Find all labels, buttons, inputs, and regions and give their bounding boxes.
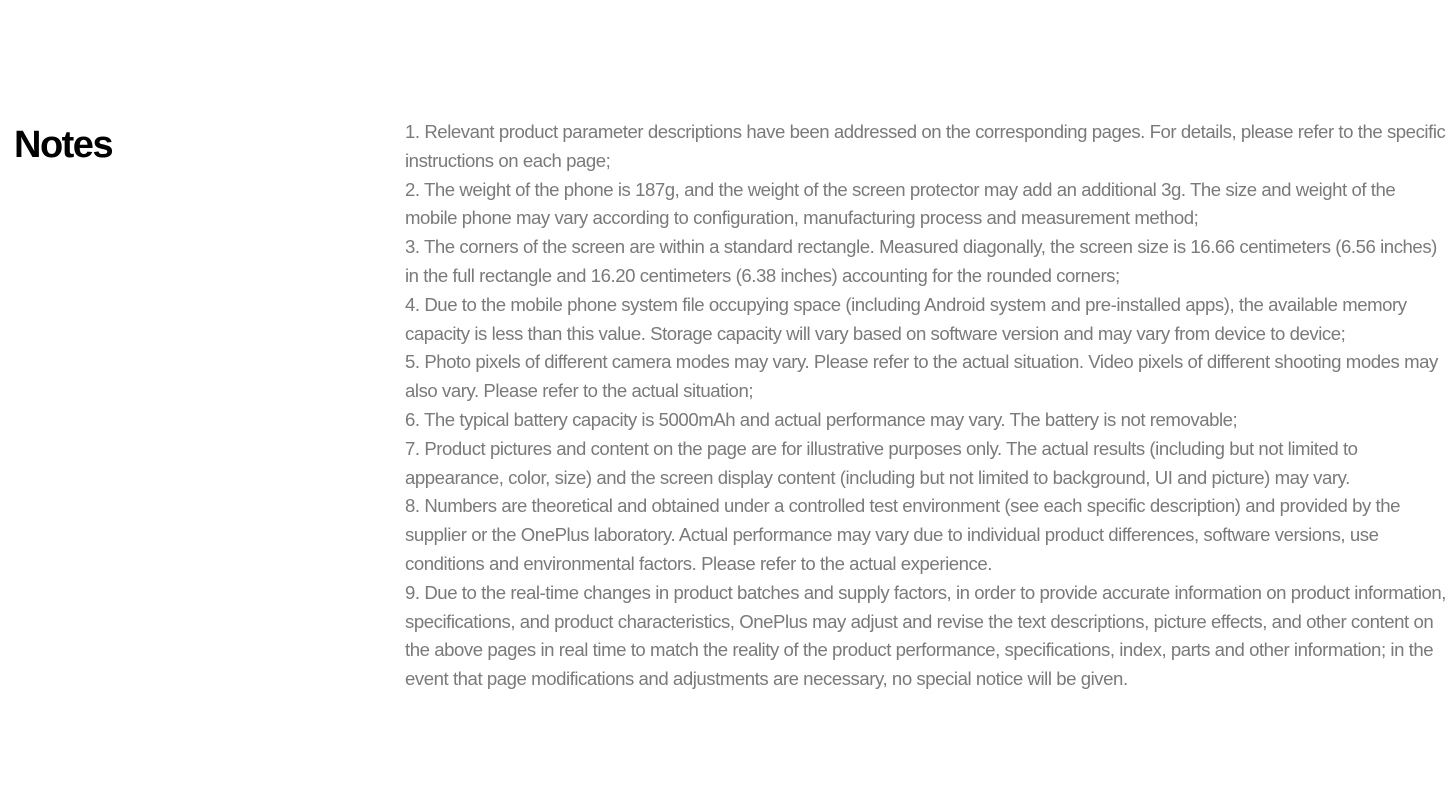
note-item: 1. Relevant product parameter descriptions have been addressed on the corresponding pages. For details, please refer to the specific instructions on each page; [405,121,1446,171]
note-item: 4. Due to the mobile phone system file occupying space (including Android system and pre-installed apps), the available memory capacity is less than this value. Storage capacity will vary based on software version and may vary from device to device; [405,293,1407,344]
notes-title: Notes [14,124,113,166]
note-item: 3. The corners of the screen are within a standard rectangle. Measured diagonally, the screen size is 16.66 centimeters (6.56 inches) in the full rectangle and 16.20 centimeters (6.38 inches) accounting for the rounded corners; [405,236,1437,286]
note-item: 8. Numbers are theoretical and obtained under a controlled test environment (see each specific description) and provided by the supplier or the OnePlus laboratory. Actual performance may vary due to individual product differences, software versions, use conditions and environmental factors. Please refer to the actual experience. [405,495,1401,574]
note-item: 5. Photo pixels of different camera modes may vary. Please refer to the actual situation. Video pixels of different shooting modes may also vary. Please refer to the actual situation; [405,351,1438,402]
notes-list [405,118,1451,694]
note-item: 7. Product pictures and content on the page are for illustrative purposes only. The actual results (including but not limited to appearance, color, size) and the screen display content (including but not limited to background, UI and picture) may vary. [405,437,1358,488]
note-item: 6. The typical battery capacity is 5000mAh and actual performance may vary. The battery is not removable; [405,408,1238,430]
note-item: 9. Due to the real-time changes in product batches and supply factors, in order to provide accurate information on product information, specifications, and product characteristics, OnePlus may adjust and revise the text descriptions, picture effects, and other content on the above pages in real time to match the reality of the product performance, specifications, index, parts and other information; in the event that page modifications and adjustments are necessary, no special notice will be given. [405,581,1447,690]
note-item: 2. The weight of the phone is 187g, and the weight of the screen protector may add an additional 3g. The size and weight of the mobile phone may vary according to configuration, manufacturing process and measurement method; [405,178,1396,229]
